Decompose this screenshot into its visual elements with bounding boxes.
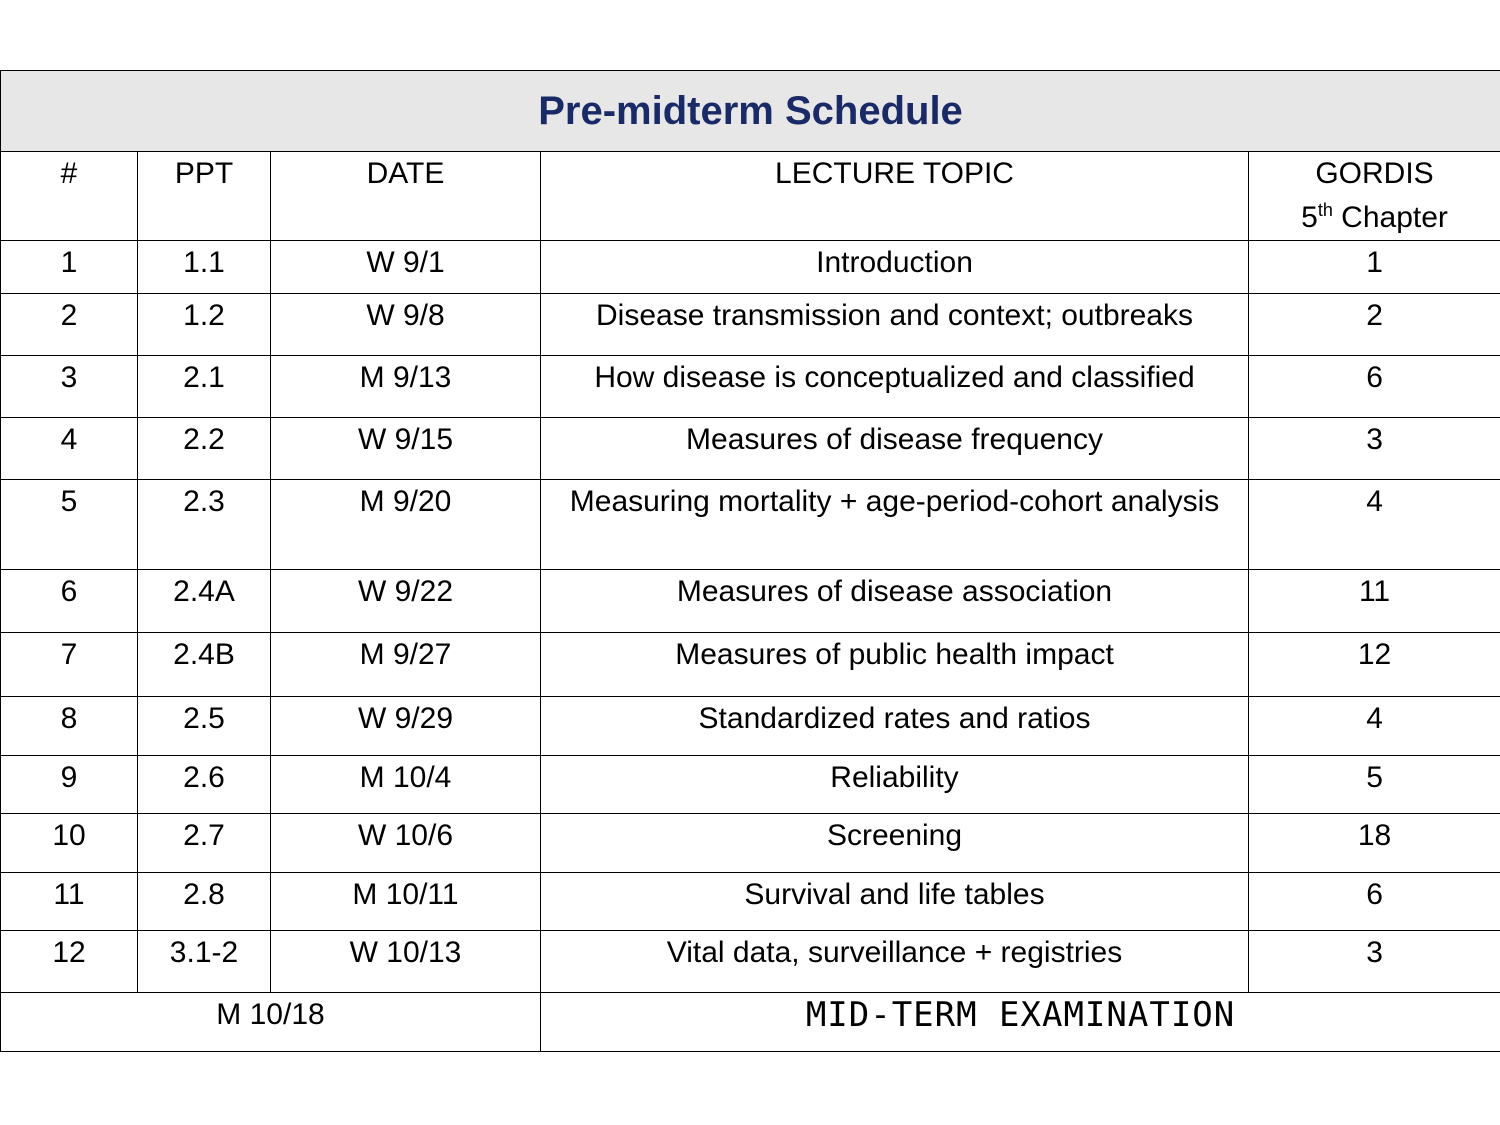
cell-date: M 10/11 <box>271 873 541 931</box>
cell-topic: Disease transmission and context; outbreaks <box>541 294 1249 356</box>
header-gordis-line1: GORDIS <box>1315 157 1434 190</box>
cell-chapter: 11 <box>1249 570 1500 633</box>
cell-topic: Measures of disease association <box>541 570 1249 633</box>
cell-chapter: 6 <box>1249 873 1500 931</box>
cell-ppt: 1.2 <box>138 294 271 356</box>
cell-num: 6 <box>1 570 138 633</box>
cell-num: 2 <box>1 294 138 356</box>
cell-ppt: 1.1 <box>138 241 271 294</box>
cell-topic: Introduction <box>541 241 1249 294</box>
cell-ppt: 2.2 <box>138 418 271 480</box>
title-row <box>1 71 1500 152</box>
header-gordis-edition: 5th Chapter <box>1301 200 1448 234</box>
cell-topic: Vital data, surveillance + registries <box>541 931 1249 993</box>
cell-date: W 9/15 <box>271 418 541 480</box>
exam-row <box>1 993 1500 1052</box>
header-row <box>1 152 1500 241</box>
cell-num: 9 <box>1 756 138 814</box>
table-row <box>1 633 1500 697</box>
cell-topic: Reliability <box>541 756 1249 814</box>
cell-date: M 9/27 <box>271 633 541 697</box>
header-num: # <box>1 152 138 241</box>
table-row <box>1 241 1500 294</box>
cell-date: W 10/13 <box>271 931 541 993</box>
cell-ppt: 2.3 <box>138 480 271 570</box>
cell-chapter: 4 <box>1249 480 1500 570</box>
header-gordis <box>1249 152 1500 241</box>
cell-ppt: 2.1 <box>138 356 271 418</box>
cell-date: M 9/20 <box>271 480 541 570</box>
cell-num: 3 <box>1 356 138 418</box>
cell-num: 1 <box>1 241 138 294</box>
schedule-table <box>0 70 1500 1052</box>
schedule-rows <box>1 241 1500 993</box>
cell-chapter: 5 <box>1249 756 1500 814</box>
exam-date: M 10/18 <box>1 993 541 1052</box>
cell-topic: Standardized rates and ratios <box>541 697 1249 756</box>
header-ppt: PPT <box>138 152 271 241</box>
cell-date: W 9/22 <box>271 570 541 633</box>
cell-topic: Screening <box>541 814 1249 873</box>
cell-ppt: 2.5 <box>138 697 271 756</box>
table-row <box>1 873 1500 931</box>
cell-date: W 9/29 <box>271 697 541 756</box>
cell-chapter: 18 <box>1249 814 1500 873</box>
table-row <box>1 697 1500 756</box>
cell-chapter: 6 <box>1249 356 1500 418</box>
cell-chapter: 3 <box>1249 931 1500 993</box>
exam-label: MID-TERM EXAMINATION <box>541 993 1500 1052</box>
table-row <box>1 294 1500 356</box>
cell-date: M 9/13 <box>271 356 541 418</box>
table-row <box>1 931 1500 993</box>
cell-ppt: 2.8 <box>138 873 271 931</box>
cell-num: 11 <box>1 873 138 931</box>
cell-topic: Survival and life tables <box>541 873 1249 931</box>
cell-ppt: 2.7 <box>138 814 271 873</box>
table-row <box>1 814 1500 873</box>
cell-num: 7 <box>1 633 138 697</box>
cell-ppt: 2.4A <box>138 570 271 633</box>
header-date: DATE <box>271 152 541 241</box>
table-row <box>1 418 1500 480</box>
cell-chapter: 1 <box>1249 241 1500 294</box>
cell-ppt: 2.6 <box>138 756 271 814</box>
cell-topic: How disease is conceptualized and classified <box>541 356 1249 418</box>
header-topic: LECTURE TOPIC <box>541 152 1249 241</box>
table-row <box>1 480 1500 570</box>
cell-topic: Measures of public health impact <box>541 633 1249 697</box>
cell-ppt: 2.4B <box>138 633 271 697</box>
cell-topic: Measuring mortality + age-period-cohort analysis <box>541 480 1249 570</box>
cell-date: W 9/8 <box>271 294 541 356</box>
cell-chapter: 3 <box>1249 418 1500 480</box>
cell-date: W 9/1 <box>271 241 541 294</box>
table-title: Pre-midterm Schedule <box>1 71 1500 152</box>
cell-chapter: 12 <box>1249 633 1500 697</box>
cell-topic: Measures of disease frequency <box>541 418 1249 480</box>
cell-date: W 10/6 <box>271 814 541 873</box>
cell-num: 4 <box>1 418 138 480</box>
cell-ppt: 3.1-2 <box>138 931 271 993</box>
cell-chapter: 2 <box>1249 294 1500 356</box>
table-row <box>1 756 1500 814</box>
cell-num: 5 <box>1 480 138 570</box>
table-row <box>1 570 1500 633</box>
cell-chapter: 4 <box>1249 697 1500 756</box>
cell-num: 12 <box>1 931 138 993</box>
cell-num: 10 <box>1 814 138 873</box>
cell-date: M 10/4 <box>271 756 541 814</box>
table-row <box>1 356 1500 418</box>
cell-num: 8 <box>1 697 138 756</box>
